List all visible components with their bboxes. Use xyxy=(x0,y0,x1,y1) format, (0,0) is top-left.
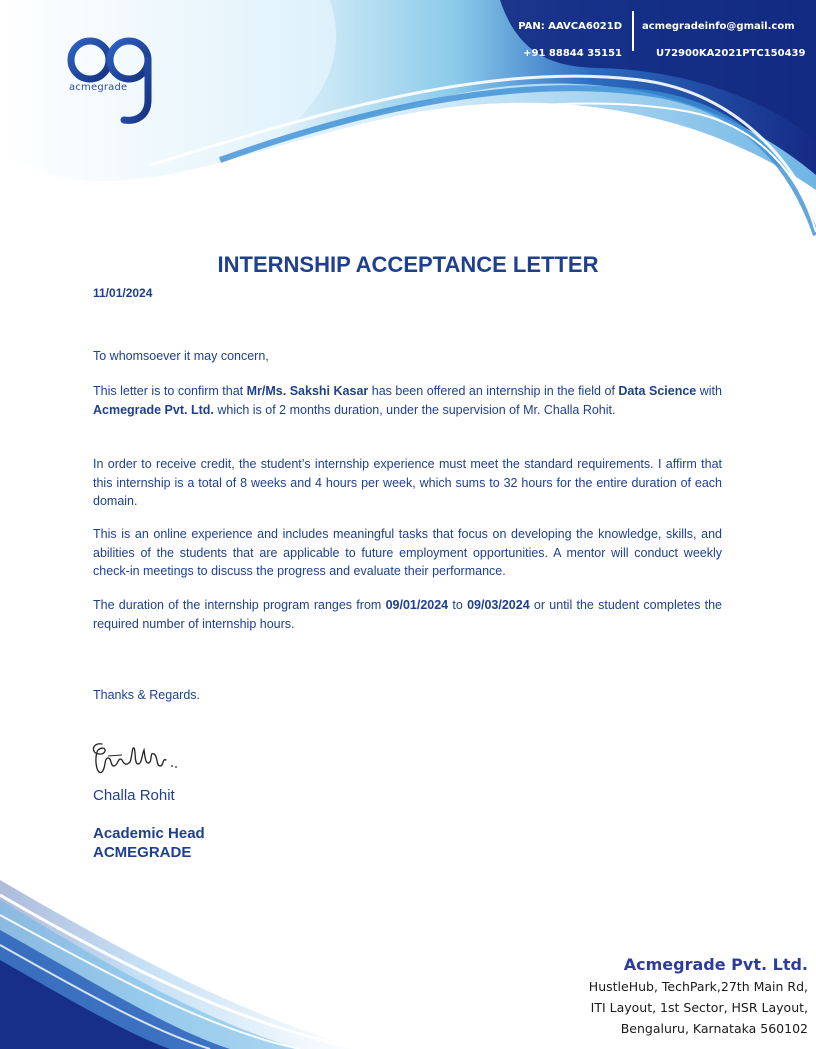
contact-left xyxy=(518,13,622,67)
cin-number: U72900KA2021PTC150439 xyxy=(656,48,806,59)
address-line: Bengaluru, Karnataka 560102 xyxy=(620,1021,808,1036)
signer-org: ACMEGRADE xyxy=(93,844,192,861)
closing: Thanks & Regards. xyxy=(93,688,200,702)
paragraph-requirements: In order to receive credit, the student’s internship experience must meet the standard requirements. I affirm that this internship is a total of 8 weeks and 4 hours per week, which sums to 32 hours for the entire duration of each domain. xyxy=(93,457,722,508)
footer-address xyxy=(589,954,808,1039)
address-line: ITI Layout, 1st Sector, HSR Layout, xyxy=(590,1000,808,1015)
start-date: 09/01/2024 xyxy=(385,598,449,612)
letter-title: INTERNSHIP ACCEPTANCE LETTER xyxy=(217,252,599,277)
address-line: HustleHub, TechPark,27th Main Rd, xyxy=(588,979,808,994)
signature-icon xyxy=(88,736,188,782)
internship-field: Data Science xyxy=(618,384,697,398)
footer-company: Acmegrade Pvt. Ltd. xyxy=(623,955,808,974)
logo-wordmark: acmegrade xyxy=(69,82,128,93)
intern-name: Mr/Ms. Sakshi Kasar xyxy=(246,384,369,398)
end-date: 09/03/2024 xyxy=(467,598,530,612)
phone-number: +91 88844 35151 xyxy=(523,48,622,59)
signer-role xyxy=(93,824,205,862)
letter-date: 11/01/2024 xyxy=(93,286,153,300)
signer-name: Challa Rohit xyxy=(93,787,175,804)
contact-divider xyxy=(632,11,634,51)
pan-number: PAN: AAVCA6021D xyxy=(518,21,622,32)
paragraph-duration: The duration of the internship program ranges from 09/01/2024 to 09/03/2024 or until the student completes the required number of internship hours. xyxy=(93,598,722,631)
acmegrade-logo-icon xyxy=(66,30,162,126)
email-address: acmegradeinfo@gmail.com xyxy=(642,21,795,32)
signer-title: Academic Head xyxy=(93,825,205,842)
contact-right xyxy=(642,13,805,67)
paragraph-confirmation: This letter is to confirm that Mr/Ms. Sakshi Kasar has been offered an internship in the field of Data Science with Acmegrade Pvt. Ltd. which is of 2 months duration, under the supervision of Mr. Challa Rohit. xyxy=(93,384,722,417)
greeting: To whomsoever it may concern, xyxy=(93,349,269,363)
company-name: Acmegrade Pvt. Ltd. xyxy=(93,402,214,417)
paragraph-experience: This is an online experience and includes meaningful tasks that focus on developing the knowledge, skills, and abilities of the students that are applicable to future employment opportunities. A mentor will conduct weekly check-in meetings to discuss the progress and evaluate their performance. xyxy=(93,527,722,578)
